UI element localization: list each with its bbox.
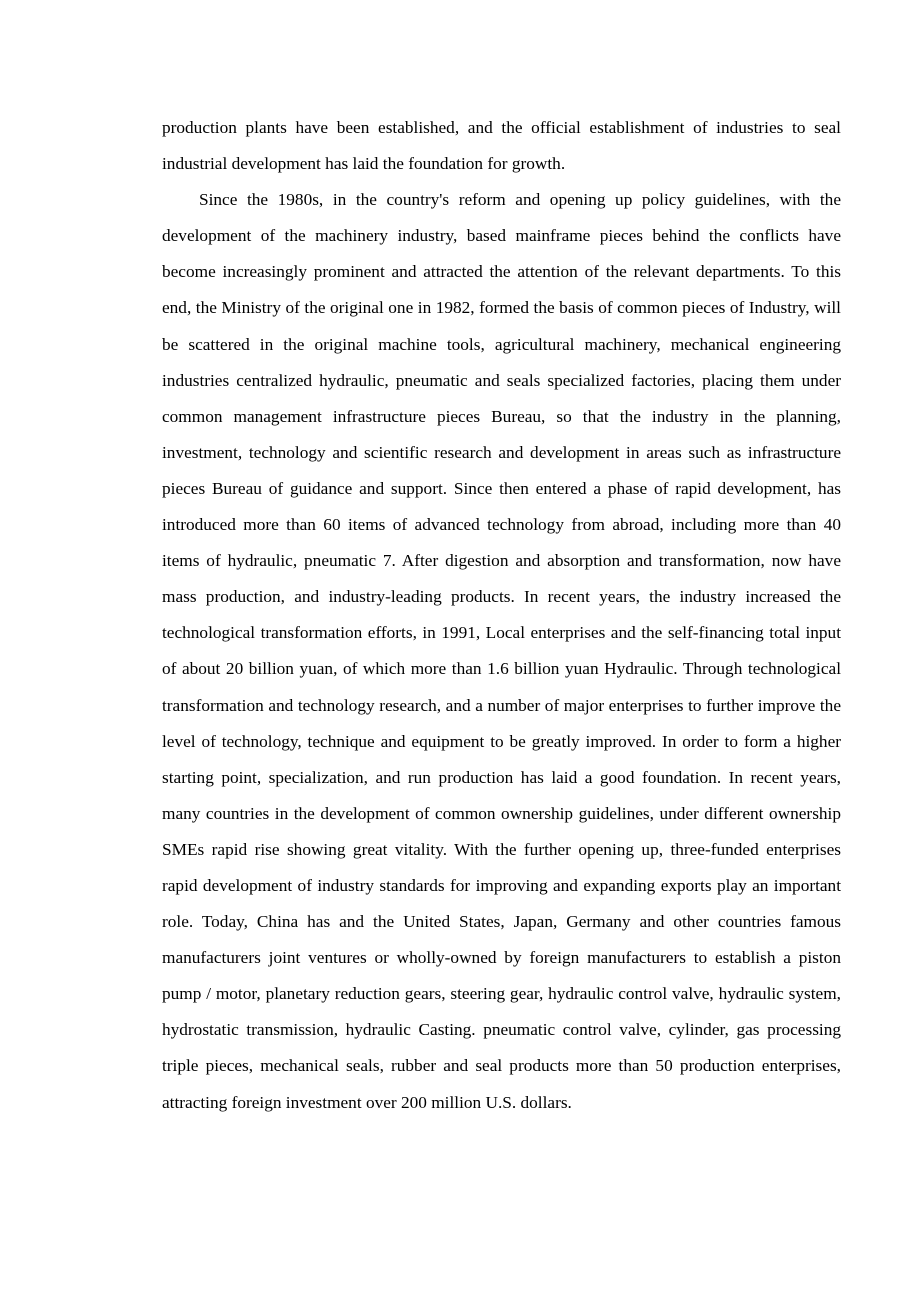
paragraph-industry-history: Since the 1980s, in the country's reform and opening up policy guidelines, with the development of the machinery industry, based mainframe pieces behind the conflicts have become increasingly prominent and attracted the attention of the relevant departments. To this end, the Ministry of the original one in 1982, formed the basis of common pieces of Industry, will be scattered in the original machine tools, agricultural machinery, mechanical engineering industries centralized hydraulic, pneumatic and seals specialized factories, placing them under common management infrastructure pieces Bureau, so that the industry in the planning, investment, technology and scientific research and development in areas such as infrastructure pieces Bureau of guidance and support. Since then entered a phase of rapid development, has introduced more than 60 items of advanced technology from abroad, including more than 40 items of hydraulic, pneumatic 7. After digestion and absorption and transformation, now have mass production, and industry-leading products. In recent years, the industry increased the technological transformation efforts, in 1991, Local enterprises and the self-financing total input of about 20 billion yuan, of which more than 1.6 billion yuan Hydraulic. Through technological transformation and technology research, and a number of major enterprises to further improve the level of technology, technique and equipment to be greatly improved. In order to form a higher starting point, specialization, and run production has laid a good foundation. In recent years, many countries in the development of common ownership guidelines, under different ownership SMEs rapid rise showing great vitality. With the further opening up, three-funded enterprises rapid development of industry standards for improving and expanding exports play an important role. Today, China has and the United States, Japan, Germany and other countries famous manufacturers joint ventures or wholly-owned by foreign manufacturers to establish a piston pump / motor, planetary reduction gears, steering gear, hydraulic control valve, hydraulic system, hydrostatic transmission, hydraulic Casting. pneumatic control valve, cylinder, gas processing triple pieces, mechanical seals, rubber and seal products more than 50 production enterprises, attracting foreign investment over 200 million U.S. dollars. <box>162 190 841 1112</box>
paragraph-continuation: production plants have been established, and the official establishment of industries to seal industrial development has laid the foundation for growth. <box>162 118 841 174</box>
body-text <box>162 110 841 1121</box>
